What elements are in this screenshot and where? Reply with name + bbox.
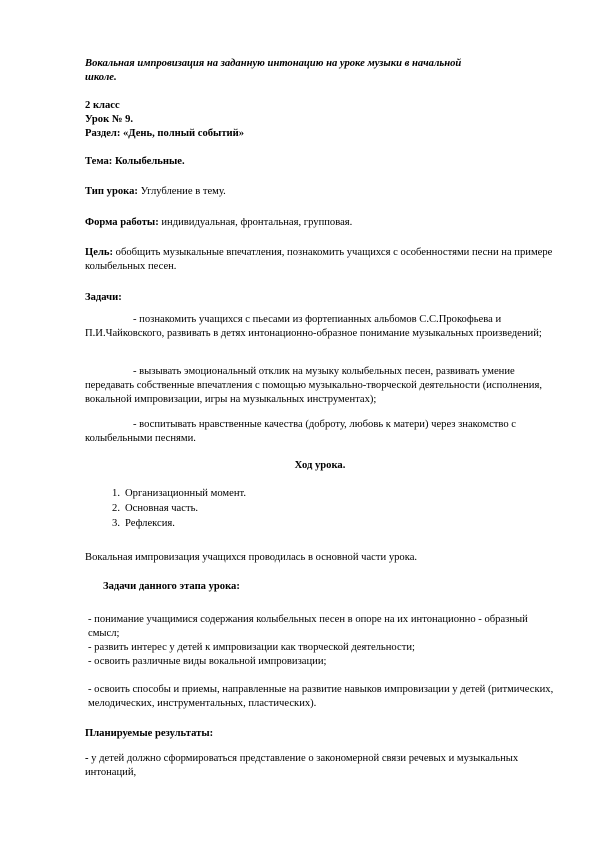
stage-tasks-heading: Задачи данного этапа урока: bbox=[103, 581, 240, 592]
goal bbox=[85, 246, 555, 274]
tasks-heading: Задачи: bbox=[85, 292, 122, 303]
course-heading: Ход урока. bbox=[294, 460, 346, 471]
stage-tasks-list bbox=[88, 613, 558, 669]
stage-task-item: - развить интерес у детей к импровизации как творческой деятельности; bbox=[88, 642, 415, 653]
step-number: 2. bbox=[112, 503, 120, 514]
lesson-type-label: Тип урока: bbox=[85, 186, 138, 197]
task-item: - воспитывать нравственные качества (доброту, любовь к матери) через знакомство с колыбельными песнями. bbox=[85, 419, 516, 444]
goal-value: обобщить музыкальные впечатления, познакомить учащихся с особенностями песни на примере колыбельных песен. bbox=[85, 247, 553, 272]
step-number: 1. bbox=[112, 488, 120, 499]
work-form-label: Форма работы: bbox=[85, 217, 159, 228]
results-heading: Планируемые результаты: bbox=[85, 728, 214, 739]
goal-label: Цель: bbox=[85, 247, 114, 258]
title-line-1: Вокальная импровизация на заданную интонацию на уроке музыки в начальной bbox=[85, 58, 462, 69]
step-item bbox=[85, 516, 555, 531]
lesson-meta bbox=[85, 99, 555, 141]
lesson-steps bbox=[85, 486, 555, 531]
lesson-number: Урок № 9. bbox=[85, 114, 134, 125]
result-text: у детей должно сформироваться представление о закономерной связи речевых и музыкальных интонаций, bbox=[85, 753, 519, 778]
grade: 2 класс bbox=[85, 100, 120, 111]
topic: Тема: Колыбельные. bbox=[85, 156, 185, 167]
title-line-2: школе. bbox=[85, 72, 117, 83]
section: Раздел: «День, полный событий» bbox=[85, 128, 245, 139]
step-number: 3. bbox=[112, 518, 120, 529]
result-item bbox=[85, 752, 555, 780]
work-form-value: индивидуальная, фронтальная, групповая. bbox=[158, 217, 353, 228]
step-text: Рефлексия. bbox=[125, 518, 175, 529]
step-text: Организационный момент. bbox=[125, 488, 246, 499]
result-dash: - bbox=[85, 753, 89, 764]
step-item bbox=[85, 486, 555, 501]
lesson-type bbox=[85, 185, 555, 199]
stage-task-extra: - освоить способы и приемы, направленные на развитие навыков импровизации у детей (ритмических, мелодических, инструментальных, пластических). bbox=[88, 684, 554, 709]
document-title bbox=[85, 57, 555, 85]
stage-task-item: - понимание учащимися содержания колыбельных песен в опоре на их интонационно - образный смысл; bbox=[88, 614, 528, 639]
work-form bbox=[85, 216, 555, 230]
task-item: - познакомить учащихся с пьесами из фортепианных альбомов С.С.Прокофьева и П.И.Чайковского, развивать в детях интонационно-образное понимание музыкальных произведений; bbox=[85, 314, 542, 339]
task-item: - вызывать эмоциональный отклик на музыку колыбельных песен, развивать умение передавать собственные впечатления с помощью музыкально-творческой деятельности (исполнения, вокальной импровизации, игры на музыкальных инструментах); bbox=[85, 366, 542, 405]
lesson-type-value: Углубление в тему. bbox=[137, 186, 226, 197]
step-item bbox=[85, 501, 555, 516]
improv-note: Вокальная импровизация учащихся проводилась в основной части урока. bbox=[85, 552, 418, 563]
step-text: Основная часть. bbox=[125, 503, 199, 514]
stage-task-item: - освоить различные виды вокальной импровизации; bbox=[88, 656, 327, 667]
